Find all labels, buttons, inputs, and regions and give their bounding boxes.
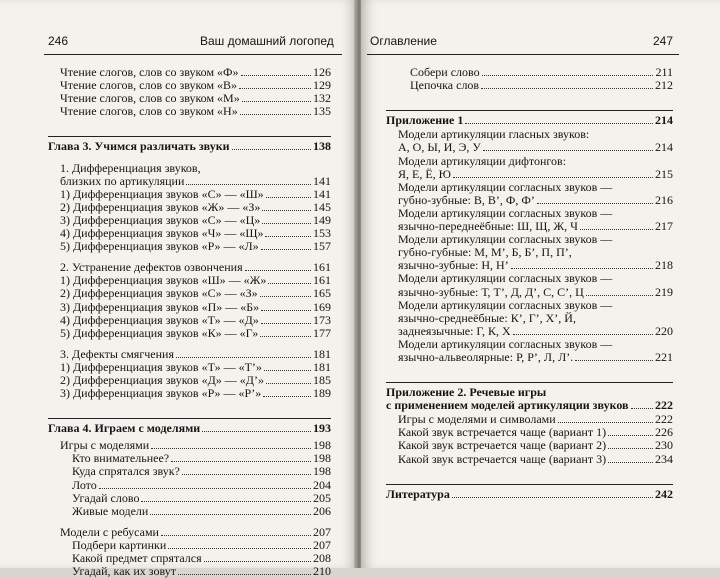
toc-dot-leader	[608, 462, 653, 463]
toc-page-number: 234	[655, 451, 673, 466]
toc-entry-title: Модели артикуляции согласных звуков —	[398, 297, 613, 312]
toc-entry-title: 2) Дифференциация звуков «Ж» — «З»	[60, 199, 261, 214]
toc-dot-leader	[178, 574, 311, 575]
toc-entry	[48, 214, 331, 227]
toc-entry-title: губно-губные: М, М’, Б, Б’, П, П’,	[398, 245, 572, 260]
toc-page-number: 161	[313, 260, 331, 275]
toc-dot-leader	[261, 323, 311, 324]
toc-entry	[48, 539, 331, 552]
toc-entry-title: 1. Дифференциация звуков,	[60, 160, 201, 175]
toc-page-number: 211	[655, 65, 673, 80]
toc-entry-title: Собери слово	[410, 65, 480, 80]
toc-entry	[386, 312, 673, 325]
toc-entry	[48, 79, 331, 92]
toc-entry	[386, 299, 673, 312]
toc-entry-title: язычно-зубные: Н, Н’	[398, 258, 509, 273]
toc-entry	[386, 426, 673, 439]
toc-dot-leader	[202, 431, 311, 432]
toc-page-number: 198	[313, 464, 331, 479]
toc-dot-leader	[268, 283, 311, 284]
toc-entry-title: язычно-зубные: Т, Т’, Д, Д’, С, С’, Ц	[398, 284, 584, 299]
toc-entry	[48, 188, 331, 201]
toc-page-number: 206	[313, 503, 331, 518]
toc-page-number: 157	[313, 239, 331, 254]
toc-dot-leader	[150, 514, 311, 515]
toc-dot-leader	[580, 229, 653, 230]
toc-entry-title: Чтение слогов, слов со звуком «Н»	[60, 104, 238, 119]
toc-entry-title: 1) Дифференциация звуков «С» — «Ш»	[60, 186, 264, 201]
toc-dot-leader	[141, 501, 311, 502]
toc-page-number: 242	[655, 486, 673, 501]
toc-entry-title: Модели артикуляции согласных звуков —	[398, 179, 613, 194]
toc-page-number: 214	[655, 113, 673, 128]
toc-page-number: 141	[313, 186, 331, 201]
toc-entry-title: Лото	[72, 477, 97, 492]
toc-entry	[386, 207, 673, 220]
toc-entry-title: заднеязычные: Г, К, Х	[398, 323, 511, 338]
toc-chapter-entry	[386, 399, 673, 412]
toc-entry	[386, 285, 673, 298]
toc-dot-leader	[265, 236, 311, 237]
toc-page-number: 165	[313, 286, 331, 301]
toc-entry	[48, 505, 331, 518]
toc-dot-leader	[262, 223, 311, 224]
toc-entry-title: Игры с моделями	[60, 438, 150, 453]
toc-page-number: 153	[313, 226, 331, 241]
toc-entry	[386, 168, 673, 181]
chapter-rule	[48, 418, 331, 419]
toc-page-number: 198	[313, 438, 331, 453]
toc-entry-title: 5) Дифференциация звуков «К» — «Г»	[60, 325, 259, 340]
toc-entry	[386, 66, 673, 79]
toc-dot-leader	[242, 101, 311, 102]
toc-page-number: 222	[655, 398, 673, 413]
toc-dot-leader	[262, 210, 311, 211]
toc-entry-title: Модели артикуляции гласных звуков:	[398, 127, 590, 142]
toc-page-number: 177	[313, 325, 331, 340]
toc-entry	[48, 361, 331, 374]
toc-entry-title: 3) Дифференциация звуков «С» — «Ц»	[60, 212, 261, 227]
toc-page-number: 221	[655, 349, 673, 364]
toc-dot-leader	[245, 270, 311, 271]
toc-page-number: 219	[655, 284, 673, 299]
toc-entry-title: Глава 3. Учимся различать звуки	[48, 139, 230, 154]
toc-entry-title: Куда спрятался звук?	[72, 464, 180, 479]
toc-page-number: 135	[313, 104, 331, 119]
toc-page-number: 208	[313, 551, 331, 565]
toc-dot-leader	[537, 203, 653, 204]
chapter-rule	[386, 484, 673, 485]
toc-spacer	[48, 400, 331, 414]
toc-entry-title: Чтение слогов, слов со звуком «Ф»	[60, 65, 239, 80]
toc-dot-leader	[453, 177, 653, 178]
toc-entry	[48, 374, 331, 387]
toc-entry	[48, 227, 331, 240]
toc-entry-title: язычно-среднеёбные: К’, Г’, Х’, Й,	[398, 310, 576, 325]
chapter-rule	[48, 136, 331, 137]
toc-dot-leader	[483, 150, 653, 151]
toc-page-number: 222	[655, 412, 673, 427]
toc-dot-leader	[171, 461, 311, 462]
toc-dot-leader	[266, 197, 311, 198]
chapter-rule	[386, 382, 673, 383]
toc-dot-leader	[240, 114, 311, 115]
toc-page-number: 141	[313, 173, 331, 188]
toc-dot-leader	[99, 488, 311, 489]
toc-entry	[386, 194, 673, 207]
toc-entry	[48, 261, 331, 274]
toc-dot-leader	[558, 422, 653, 423]
toc-entry-title: Чтение слогов, слов со звуком «В»	[60, 78, 238, 93]
toc-entry	[48, 105, 331, 118]
toc-page-number: 161	[313, 273, 331, 288]
toc-entry-title: Модели артикуляции согласных звуков —	[398, 271, 613, 286]
toc-entry-title: 1) Дифференциация звуков «Т» — «Т’»	[60, 359, 262, 374]
toc-entry	[48, 300, 331, 313]
toc-entry-title: Модели артикуляции согласных звуков —	[398, 205, 613, 220]
toc-spacer	[386, 466, 673, 480]
toc-dot-leader	[586, 295, 653, 296]
toc-entry	[386, 325, 673, 338]
left-toc	[48, 66, 331, 578]
toc-dot-leader	[263, 396, 311, 397]
toc-entry-title: Какой предмет спрятался	[72, 551, 202, 565]
toc-entry-title: 5) Дифференциация звуков «Р» — «Л»	[60, 239, 259, 254]
toc-page-number: 226	[655, 425, 673, 440]
toc-entry-title: 2) Дифференциация звуков «С» — «З»	[60, 286, 258, 301]
toc-entry-title: Игры с моделями и символами	[398, 412, 556, 427]
left-page-number: 246	[48, 34, 69, 48]
toc-dot-leader	[608, 435, 653, 436]
toc-entry	[386, 246, 673, 259]
toc-entry-title: 2) Дифференциация звуков «Д» — «Д’»	[60, 372, 264, 387]
right-header-rule	[367, 54, 679, 55]
toc-entry	[386, 220, 673, 233]
toc-entry-title: Какой звук встречается чаще (вариант 1)	[398, 425, 607, 440]
toc-page-number: 212	[655, 78, 673, 93]
toc-entry-title: Подбери картинки	[72, 537, 167, 552]
toc-dot-leader	[151, 448, 311, 449]
toc-dot-leader	[482, 75, 654, 76]
toc-entry	[48, 452, 331, 465]
toc-page-number: 214	[655, 140, 673, 155]
toc-page-number: 217	[655, 219, 673, 234]
toc-spacer	[386, 92, 673, 106]
toc-entry	[48, 526, 331, 539]
toc-entry	[48, 492, 331, 505]
toc-page-number: 145	[313, 199, 331, 214]
toc-dot-leader	[264, 370, 311, 371]
toc-entry	[48, 240, 331, 253]
toc-spacer	[48, 118, 331, 132]
toc-dot-leader	[204, 561, 311, 562]
toc-page-number: 149	[313, 212, 331, 227]
toc-page-number: 193	[313, 421, 331, 436]
toc-dot-leader	[452, 497, 653, 498]
toc-page-number: 173	[313, 312, 331, 327]
chapter-rule	[386, 110, 673, 111]
toc-entry	[386, 141, 673, 154]
toc-entry-title: 1) Дифференциация звуков «Ш» — «Ж»	[60, 273, 267, 288]
toc-entry	[48, 92, 331, 105]
toc-page-number: 207	[313, 537, 331, 552]
toc-dot-leader	[186, 184, 311, 185]
toc-entry-title: Какой звук встречается чаще (вариант 2)	[398, 438, 607, 453]
toc-entry	[48, 552, 331, 565]
toc-page-number: 216	[655, 192, 673, 207]
toc-entry-title: Кто внимательнее?	[72, 451, 170, 466]
toc-dot-leader	[168, 548, 311, 549]
toc-page-number: 129	[313, 78, 331, 93]
left-header-rule	[44, 54, 342, 55]
toc-dot-leader	[511, 268, 653, 269]
toc-dot-leader	[465, 123, 653, 124]
toc-entry-title: с применением моделей артикуляции звуков	[386, 398, 629, 413]
toc-entry	[48, 565, 331, 578]
right-toc	[386, 66, 673, 501]
toc-page-number: 210	[313, 564, 331, 578]
toc-entry	[386, 79, 673, 92]
toc-entry-title: 2. Устранение дефектов озвончения	[60, 260, 243, 275]
toc-dot-leader	[631, 408, 653, 409]
toc-entry-title: 3) Дифференциация звуков «Р» — «Р’»	[60, 386, 262, 401]
toc-entry	[386, 413, 673, 426]
toc-entry	[48, 439, 331, 452]
toc-entry	[48, 478, 331, 491]
toc-entry-title: Модели артикуляции дифтонгов:	[398, 153, 567, 168]
toc-entry	[48, 314, 331, 327]
toc-entry-title: Угадай, как их зовут	[72, 564, 176, 578]
toc-entry-title: губно-зубные: В, В’, Ф, Ф’	[398, 192, 535, 207]
toc-chapter-entry	[48, 140, 331, 153]
toc-dot-leader	[176, 357, 311, 358]
right-running-title: Оглавление	[370, 34, 437, 48]
toc-entry-title: 3) Дифференциация звуков «П» — «Б»	[60, 299, 260, 314]
toc-entry	[48, 175, 331, 188]
toc-entry	[386, 233, 673, 246]
toc-entry-title: А, О, Ы, И, Э, У	[398, 140, 481, 155]
toc-page-number: 132	[313, 91, 331, 106]
toc-entry-title: Цепочка слов	[410, 78, 480, 93]
left-running-title: Ваш домашний логопед	[200, 34, 334, 48]
toc-dot-leader	[513, 334, 653, 335]
toc-entry	[48, 201, 331, 214]
toc-entry	[48, 465, 331, 478]
toc-entry	[48, 387, 331, 400]
toc-dot-leader	[182, 474, 311, 475]
toc-page-number: 218	[655, 258, 673, 273]
toc-dot-leader	[241, 75, 311, 76]
toc-entry-title: Я, Е, Ё, Ю	[398, 166, 451, 181]
toc-entry-title: Живые модели	[72, 503, 149, 518]
toc-entry	[48, 66, 331, 79]
toc-entry-title: Модели артикуляции согласных звуков —	[398, 232, 613, 247]
toc-page-number: 185	[313, 372, 331, 387]
toc-page-number: 181	[313, 346, 331, 361]
left-page	[0, 0, 357, 578]
toc-entry	[48, 348, 331, 361]
toc-dot-leader	[261, 310, 311, 311]
toc-chapter-entry	[386, 386, 673, 399]
toc-entry-title: 3. Дефекты смягчения	[60, 346, 174, 361]
toc-dot-leader	[266, 383, 311, 384]
toc-entry	[386, 154, 673, 167]
toc-page-number: 126	[313, 65, 331, 80]
toc-dot-leader	[239, 88, 311, 89]
toc-entry	[386, 452, 673, 465]
toc-page-number: 169	[313, 299, 331, 314]
toc-spacer	[386, 364, 673, 378]
toc-dot-leader	[260, 336, 311, 337]
toc-dot-leader	[575, 360, 653, 361]
toc-entry-title: Литература	[386, 486, 450, 501]
toc-entry-title: 4) Дифференциация звуков «Т» — «Д»	[60, 312, 259, 327]
toc-entry-title: язычно-альвеолярные: Р, Р’, Л, Л’.	[398, 349, 574, 364]
toc-dot-leader	[261, 249, 311, 250]
toc-page-number: 138	[313, 139, 331, 154]
toc-page-number: 215	[655, 166, 673, 181]
toc-entry	[386, 439, 673, 452]
toc-dot-leader	[232, 149, 311, 150]
toc-entry	[48, 327, 331, 340]
toc-entry-title: Приложение 2. Речевые игры	[386, 385, 547, 400]
toc-page-number: 205	[313, 490, 331, 505]
toc-entry-title: Глава 4. Играем с моделями	[48, 421, 201, 436]
toc-entry	[48, 161, 331, 174]
toc-entry-title: Модели артикуляции согласных звуков —	[398, 336, 613, 351]
toc-dot-leader	[608, 448, 653, 449]
toc-entry	[386, 338, 673, 351]
toc-entry-title: близких по артикуляции	[60, 173, 185, 188]
toc-page-number: 198	[313, 451, 331, 466]
toc-chapter-entry	[48, 422, 331, 435]
right-page	[361, 0, 720, 568]
toc-entry	[48, 274, 331, 287]
toc-page-number: 204	[313, 477, 331, 492]
toc-entry-title: Приложение 1	[386, 113, 464, 128]
toc-entry-title: язычно-переднеёбные: Ш, Щ, Ж, Ч	[398, 219, 578, 234]
toc-entry-title: Модели с ребусами	[60, 524, 159, 539]
toc-entry	[386, 259, 673, 272]
toc-page-number: 207	[313, 524, 331, 539]
toc-page-number: 181	[313, 359, 331, 374]
toc-dot-leader	[260, 296, 311, 297]
toc-entry	[386, 351, 673, 364]
toc-entry-title: Чтение слогов, слов со звуком «М»	[60, 91, 240, 106]
toc-entry	[48, 287, 331, 300]
toc-entry	[386, 128, 673, 141]
right-page-number: 247	[653, 34, 674, 48]
toc-entry-title: Какой звук встречается чаще (вариант 3)	[398, 451, 607, 466]
toc-chapter-entry	[386, 488, 673, 501]
toc-dot-leader	[481, 88, 653, 89]
toc-dot-leader	[161, 535, 311, 536]
toc-page-number: 230	[655, 438, 673, 453]
toc-page-number: 189	[313, 386, 331, 401]
toc-entry	[386, 181, 673, 194]
toc-chapter-entry	[386, 114, 673, 127]
toc-page-number: 220	[655, 323, 673, 338]
toc-entry-title: Угадай слово	[72, 490, 140, 505]
toc-entry	[386, 272, 673, 285]
toc-entry-title: 4) Дифференциация звуков «Ч» — «Щ»	[60, 226, 264, 241]
